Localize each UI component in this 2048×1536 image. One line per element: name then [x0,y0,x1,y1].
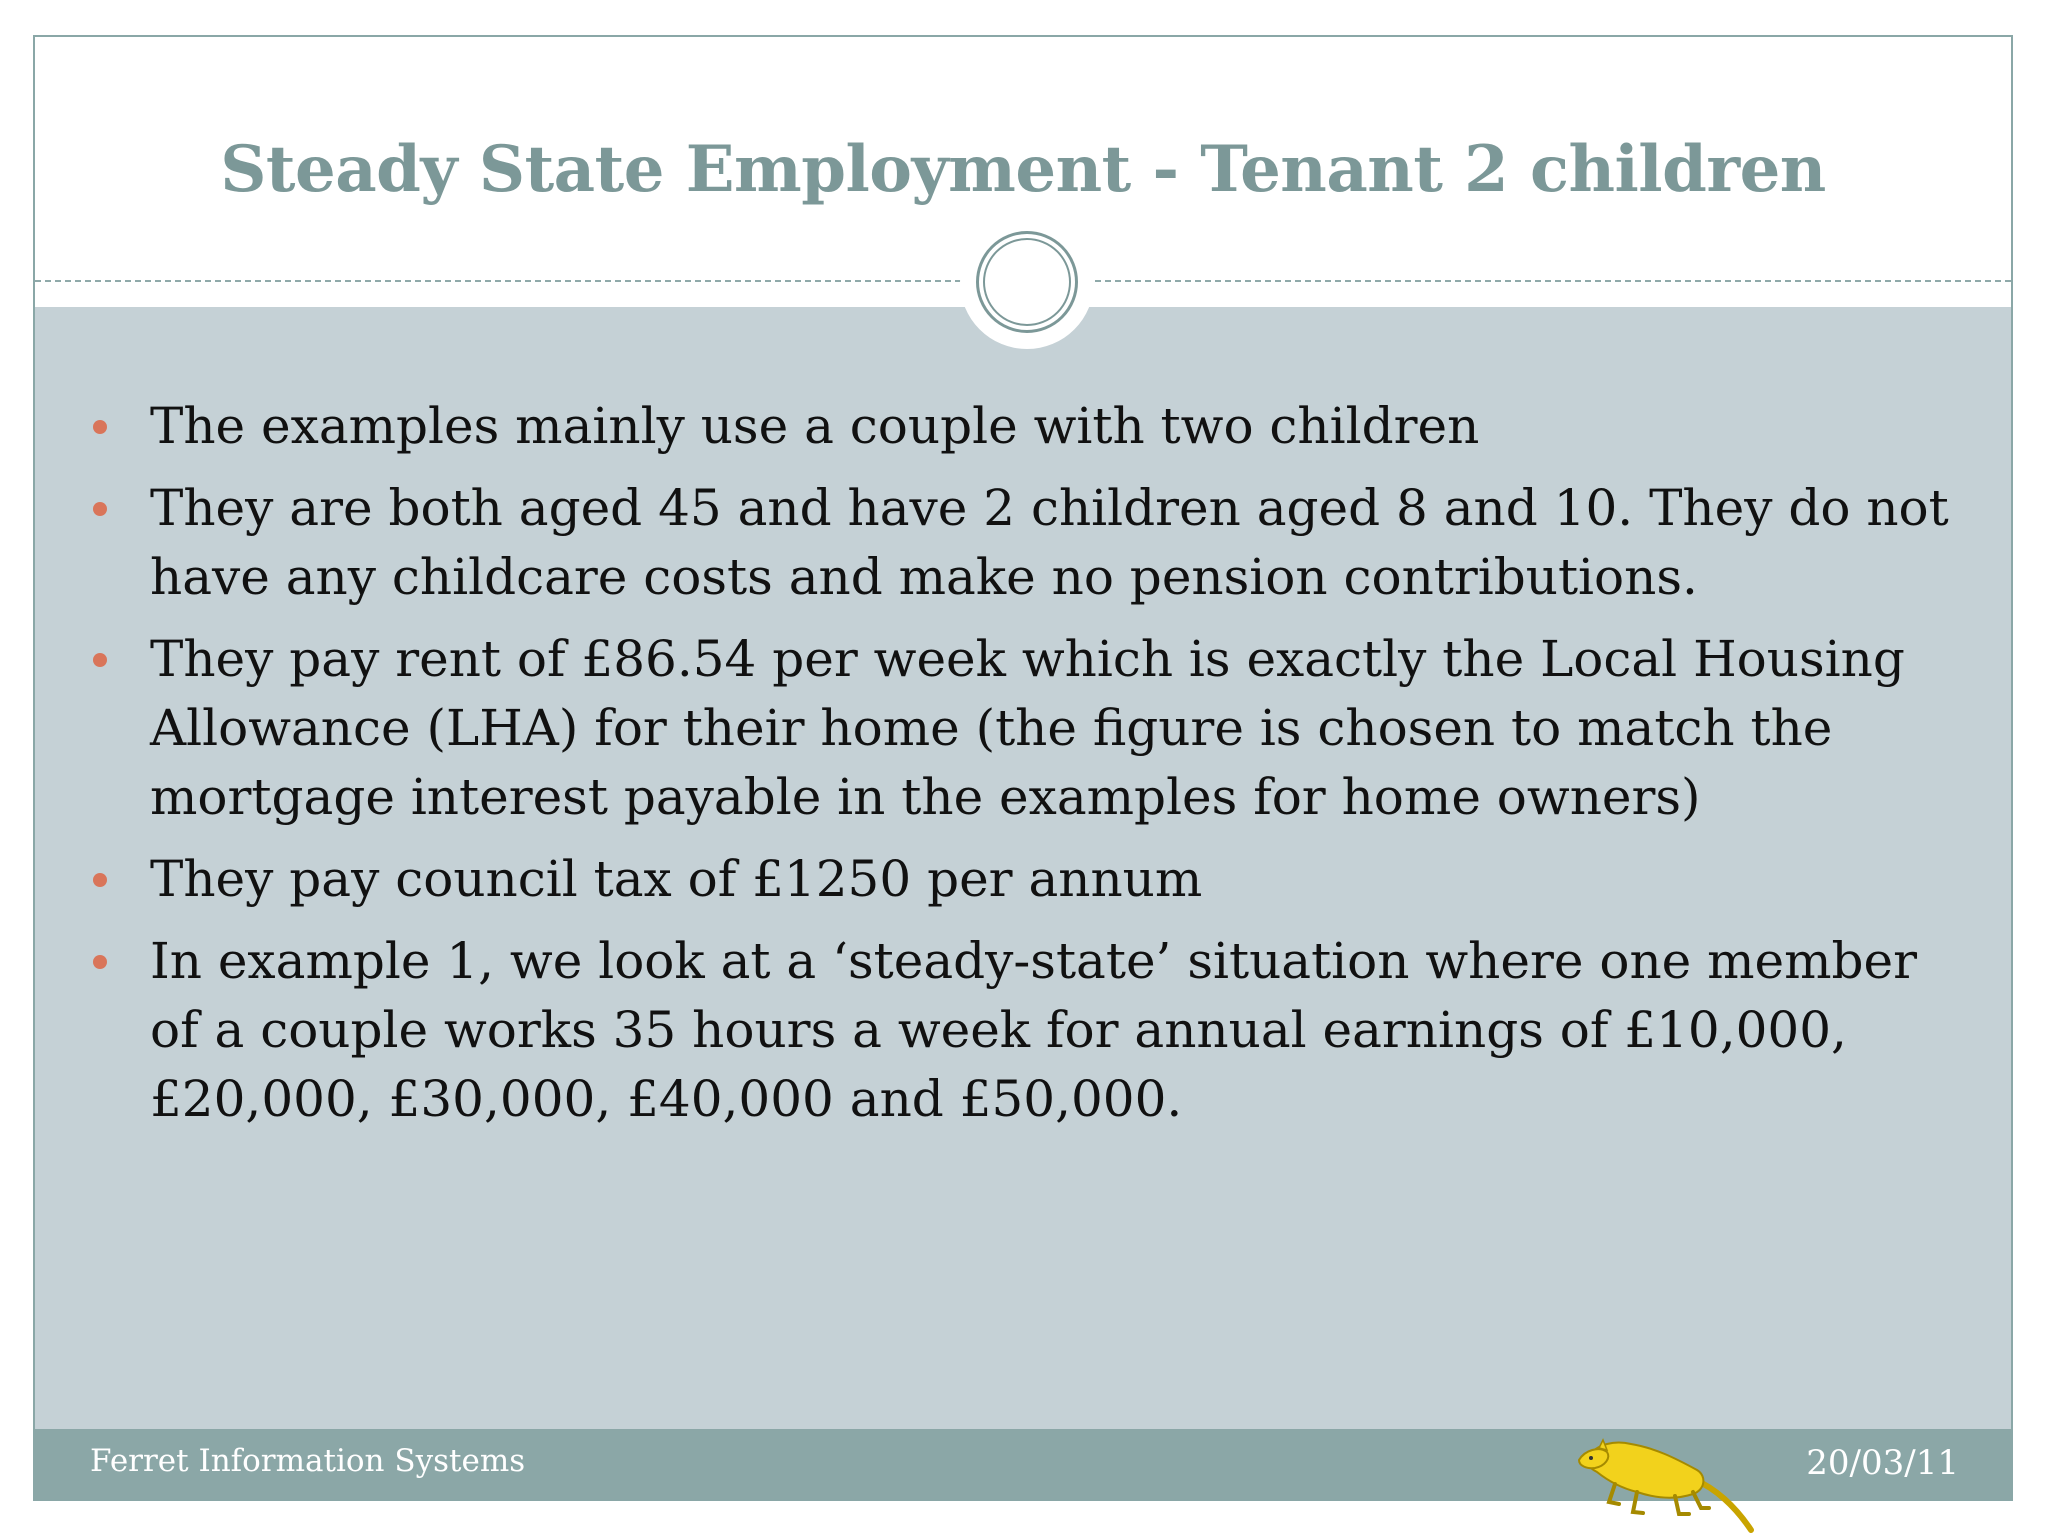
footer-company: Ferret Information Systems [90,1443,526,1479]
bullet-dot-icon [93,873,107,887]
circle-ornament-icon [960,215,1094,349]
ferret-logo-icon [1575,1418,1755,1536]
bullet-dot-icon [93,502,107,516]
bullet-text: They pay rent of £86.54 per week which is exactly the Local Housing Allowance (LHA) for their home (the figure is chosen to match the mortgage interest payable in the examples for home owners) [150,630,1905,826]
bullet-text: They are both aged 45 and have 2 children aged 8 and 10. They do not have any childcare costs and make no pension contributions. [150,479,1949,606]
bullet-dot-icon [93,420,107,434]
bullet-item [35,625,1995,832]
slide [33,35,2013,1501]
bullet-text: They pay council tax of £1250 per annum [150,850,1203,908]
bullet-dot-icon [93,653,107,667]
slide-title: Steady State Employment - Tenant 2 children [220,132,1826,207]
bullet-item [35,927,1995,1134]
bullet-list [35,392,1995,1147]
bullet-item [35,845,1995,914]
footer-date: 20/03/11 [1806,1443,1959,1483]
bullet-item [35,392,1995,461]
bullet-text: In example 1, we look at a ‘steady-state’ situation where one member of a couple works 35 hours a week for annual earnings of £10,000, £20,000, £30,000, £40,000 and £50,000. [150,932,1918,1128]
bullet-text: The examples mainly use a couple with two children [150,397,1480,455]
bullet-item [35,474,1995,612]
bullet-dot-icon [93,955,107,969]
circle-ring-inner [983,238,1071,326]
